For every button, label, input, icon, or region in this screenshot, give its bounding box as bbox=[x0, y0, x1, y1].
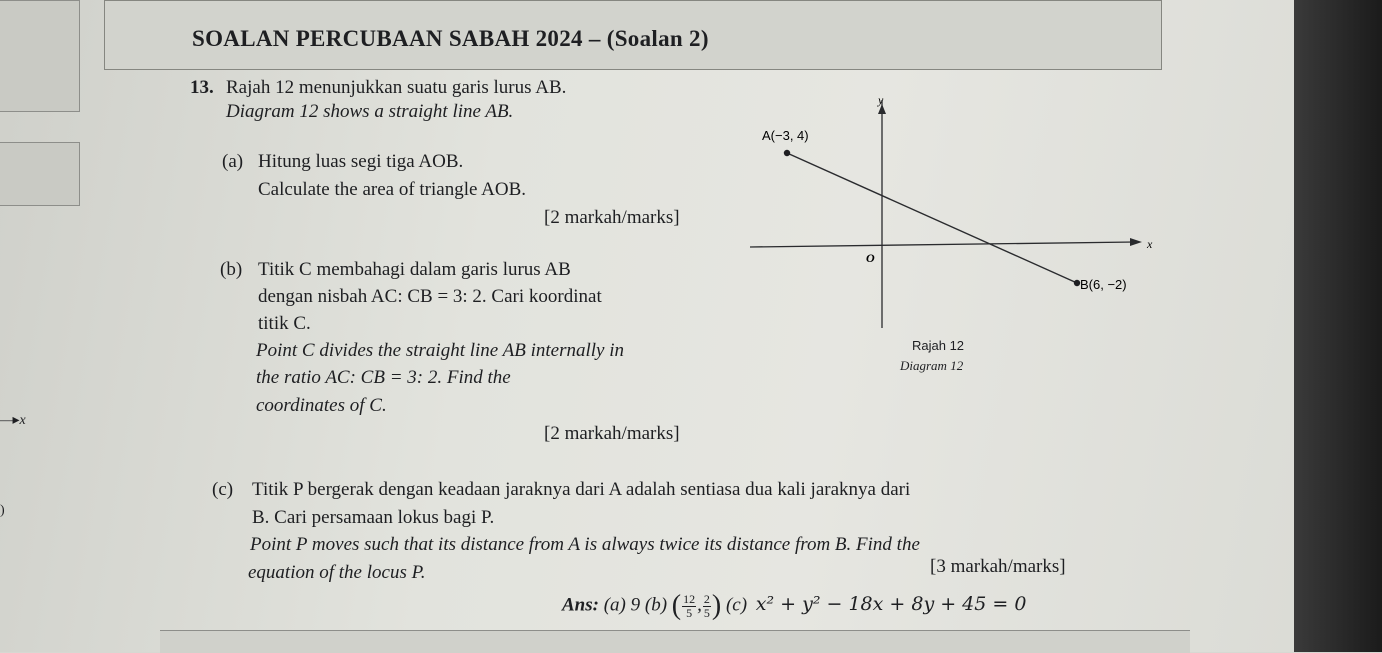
question-number: 13. bbox=[190, 77, 214, 98]
previous-page-fragment: ) bbox=[0, 503, 5, 518]
diagram-svg bbox=[740, 90, 1160, 330]
part-b-marks: [2 markah/marks] bbox=[544, 423, 680, 444]
answer-b-y: $\frac{2}{5}$ bbox=[703, 591, 710, 620]
device-edge bbox=[1294, 0, 1382, 652]
part-b-ms-line1: Titik C membahagi dalam garis lurus AB bbox=[258, 259, 571, 280]
answer-b-x: $\frac{12}{5}$ bbox=[683, 591, 696, 620]
page-title: SOALAN PERCUBAAN SABAH 2024 – (Soalan 2) bbox=[192, 26, 709, 51]
part-c-ms-line2: B. Cari persamaan lokus bagi P. bbox=[252, 507, 495, 528]
point-a-label: A(−3, 4) bbox=[762, 128, 809, 143]
part-b-en-line3: coordinates of C. bbox=[256, 395, 387, 416]
answer-b-prefix: (b) bbox=[644, 594, 668, 616]
x-axis-label: x bbox=[1147, 237, 1153, 251]
previous-page-box bbox=[0, 142, 80, 206]
part-a-en: Calculate the area of triangle AOB. bbox=[258, 179, 527, 200]
origin-label: O bbox=[866, 251, 875, 265]
part-a-ms: Hitung luas segi tiga AOB. bbox=[258, 151, 464, 172]
point-a bbox=[784, 150, 790, 156]
question-intro-ms: Rajah 12 menunjukkan suatu garis lurus AB. bbox=[226, 77, 567, 98]
previous-page-box bbox=[0, 0, 80, 112]
coordinate-diagram bbox=[740, 90, 1160, 330]
part-c-en-line1: Point P moves such that its distance from A is always twice its distance from B. Find the bbox=[250, 534, 920, 555]
part-a-marks: [2 markah/marks] bbox=[544, 207, 680, 228]
part-b-ms-line2: dengan nisbah AC: CB = 3: 2. Cari koordinat bbox=[258, 286, 602, 307]
previous-page-fragment: —▸x bbox=[0, 413, 26, 428]
diagram-caption-en: Diagram 12 bbox=[900, 358, 964, 373]
answer-c-equation: x² + y² − 18x + 8y + 45 = 0 bbox=[755, 593, 1027, 616]
part-b-en-line1: Point C divides the straight line AB internally in bbox=[256, 340, 625, 361]
part-c-label: (c) bbox=[212, 479, 234, 500]
part-b-label: (b) bbox=[220, 259, 243, 280]
x-axis-arrow-icon bbox=[1130, 238, 1142, 246]
answer-line: Ans: (a) 9 (b) ( $\frac{12}{5}$ , $\frac{2}{5}$ ) (c) x² + y² − 18x + 8y + 45 = 0 bbox=[562, 590, 1027, 621]
question-intro-en: Diagram 12 shows a straight line AB. bbox=[226, 101, 514, 122]
part-c-en-line2: equation of the locus P. bbox=[248, 562, 426, 583]
answer-a: (a) 9 bbox=[603, 594, 641, 616]
x-axis bbox=[750, 242, 1135, 247]
part-c-marks: [3 markah/marks] bbox=[930, 556, 1066, 577]
line-ab bbox=[787, 153, 1077, 283]
answer-label: Ans: bbox=[562, 594, 599, 616]
part-b-ms-line3: titik C. bbox=[258, 313, 311, 334]
part-c-ms-line1: Titik P bergerak dengan keadaan jaraknya dari A adalah sentiasa dua kali jaraknya dari bbox=[252, 479, 911, 500]
answer-c-prefix: (c) bbox=[725, 594, 748, 616]
next-section-box bbox=[160, 630, 1190, 653]
diagram-caption-ms: Rajah 12 bbox=[912, 338, 965, 353]
part-b-en-line2: the ratio AC: CB = 3: 2. Find the bbox=[256, 367, 511, 388]
part-a-label: (a) bbox=[222, 151, 244, 172]
y-axis-label: y bbox=[878, 93, 884, 107]
point-b-label: B(6, −2) bbox=[1080, 277, 1127, 292]
